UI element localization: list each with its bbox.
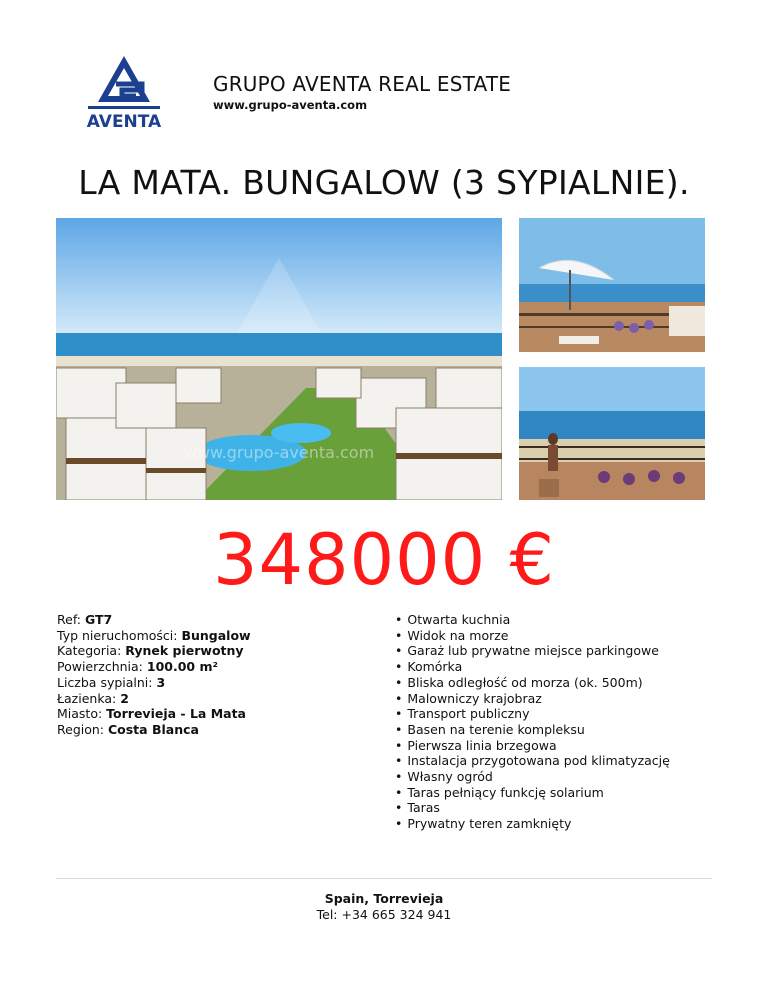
feature-item: • Otwarta kuchnia bbox=[395, 612, 670, 628]
terrace-photo bbox=[519, 218, 705, 352]
property-details bbox=[57, 612, 251, 738]
footer-location: Spain, Torrevieja bbox=[324, 891, 444, 906]
terrace-sea-view-photo bbox=[519, 367, 705, 500]
feature-item: • Komórka bbox=[395, 659, 670, 675]
feature-item: • Transport publiczny bbox=[395, 706, 670, 722]
feature-item: • Bliska odległość od morza (ok. 500m) bbox=[395, 675, 670, 691]
feature-list bbox=[395, 612, 670, 832]
company-name: GRUPO AVENTA REAL ESTATE bbox=[213, 72, 512, 96]
detail-bedrooms: Liczba sypialni: 3 bbox=[57, 674, 166, 690]
feature-item: • Malowniczy krajobraz bbox=[395, 691, 670, 707]
company-header bbox=[213, 72, 511, 112]
company-website[interactable]: www.grupo-aventa.com bbox=[213, 98, 368, 112]
feature-item: • Instalacja przygotowana pod klimatyzację bbox=[395, 753, 670, 769]
feature-item: • Widok na morze bbox=[395, 628, 670, 644]
company-logo bbox=[74, 54, 174, 132]
detail-area: Powierzchnia: 100.00 m² bbox=[57, 659, 218, 675]
feature-item: • Taras bbox=[395, 800, 670, 816]
detail-property-type: Typ nieruchomości: Bungalow bbox=[57, 627, 251, 643]
footer bbox=[0, 891, 768, 922]
photo-watermark: www.grupo-aventa.com bbox=[183, 443, 375, 462]
feature-item: • Taras pełniący funkcję solarium bbox=[395, 785, 670, 801]
feature-item: • Prywatny teren zamknięty bbox=[395, 816, 670, 832]
feature-item: • Basen na terenie kompleksu bbox=[395, 722, 670, 738]
detail-ref: Ref: GT7 bbox=[57, 612, 113, 627]
logo-wordmark: AVENTA bbox=[86, 112, 162, 132]
feature-item: • Pierwsza linia brzegowa bbox=[395, 738, 670, 754]
detail-bathrooms: Łazienka: 2 bbox=[57, 690, 129, 706]
detail-category: Kategoria: Rynek pierwotny bbox=[57, 643, 244, 659]
listing-price: 348000 € bbox=[212, 519, 555, 601]
detail-city: Miasto: Torrevieja - La Mata bbox=[57, 706, 246, 722]
listing-title: LA MATA. BUNGALOW (3 SYPIALNIE). bbox=[78, 163, 690, 202]
feature-item: • Garaż lub prywatne miejsce parkingowe bbox=[395, 643, 670, 659]
main-property-photo bbox=[56, 218, 502, 500]
footer-divider bbox=[56, 878, 712, 879]
footer-phone[interactable]: Tel: +34 665 324 941 bbox=[316, 906, 452, 922]
feature-item: • Własny ogród bbox=[395, 769, 670, 785]
detail-region: Region: Costa Blanca bbox=[57, 721, 199, 737]
